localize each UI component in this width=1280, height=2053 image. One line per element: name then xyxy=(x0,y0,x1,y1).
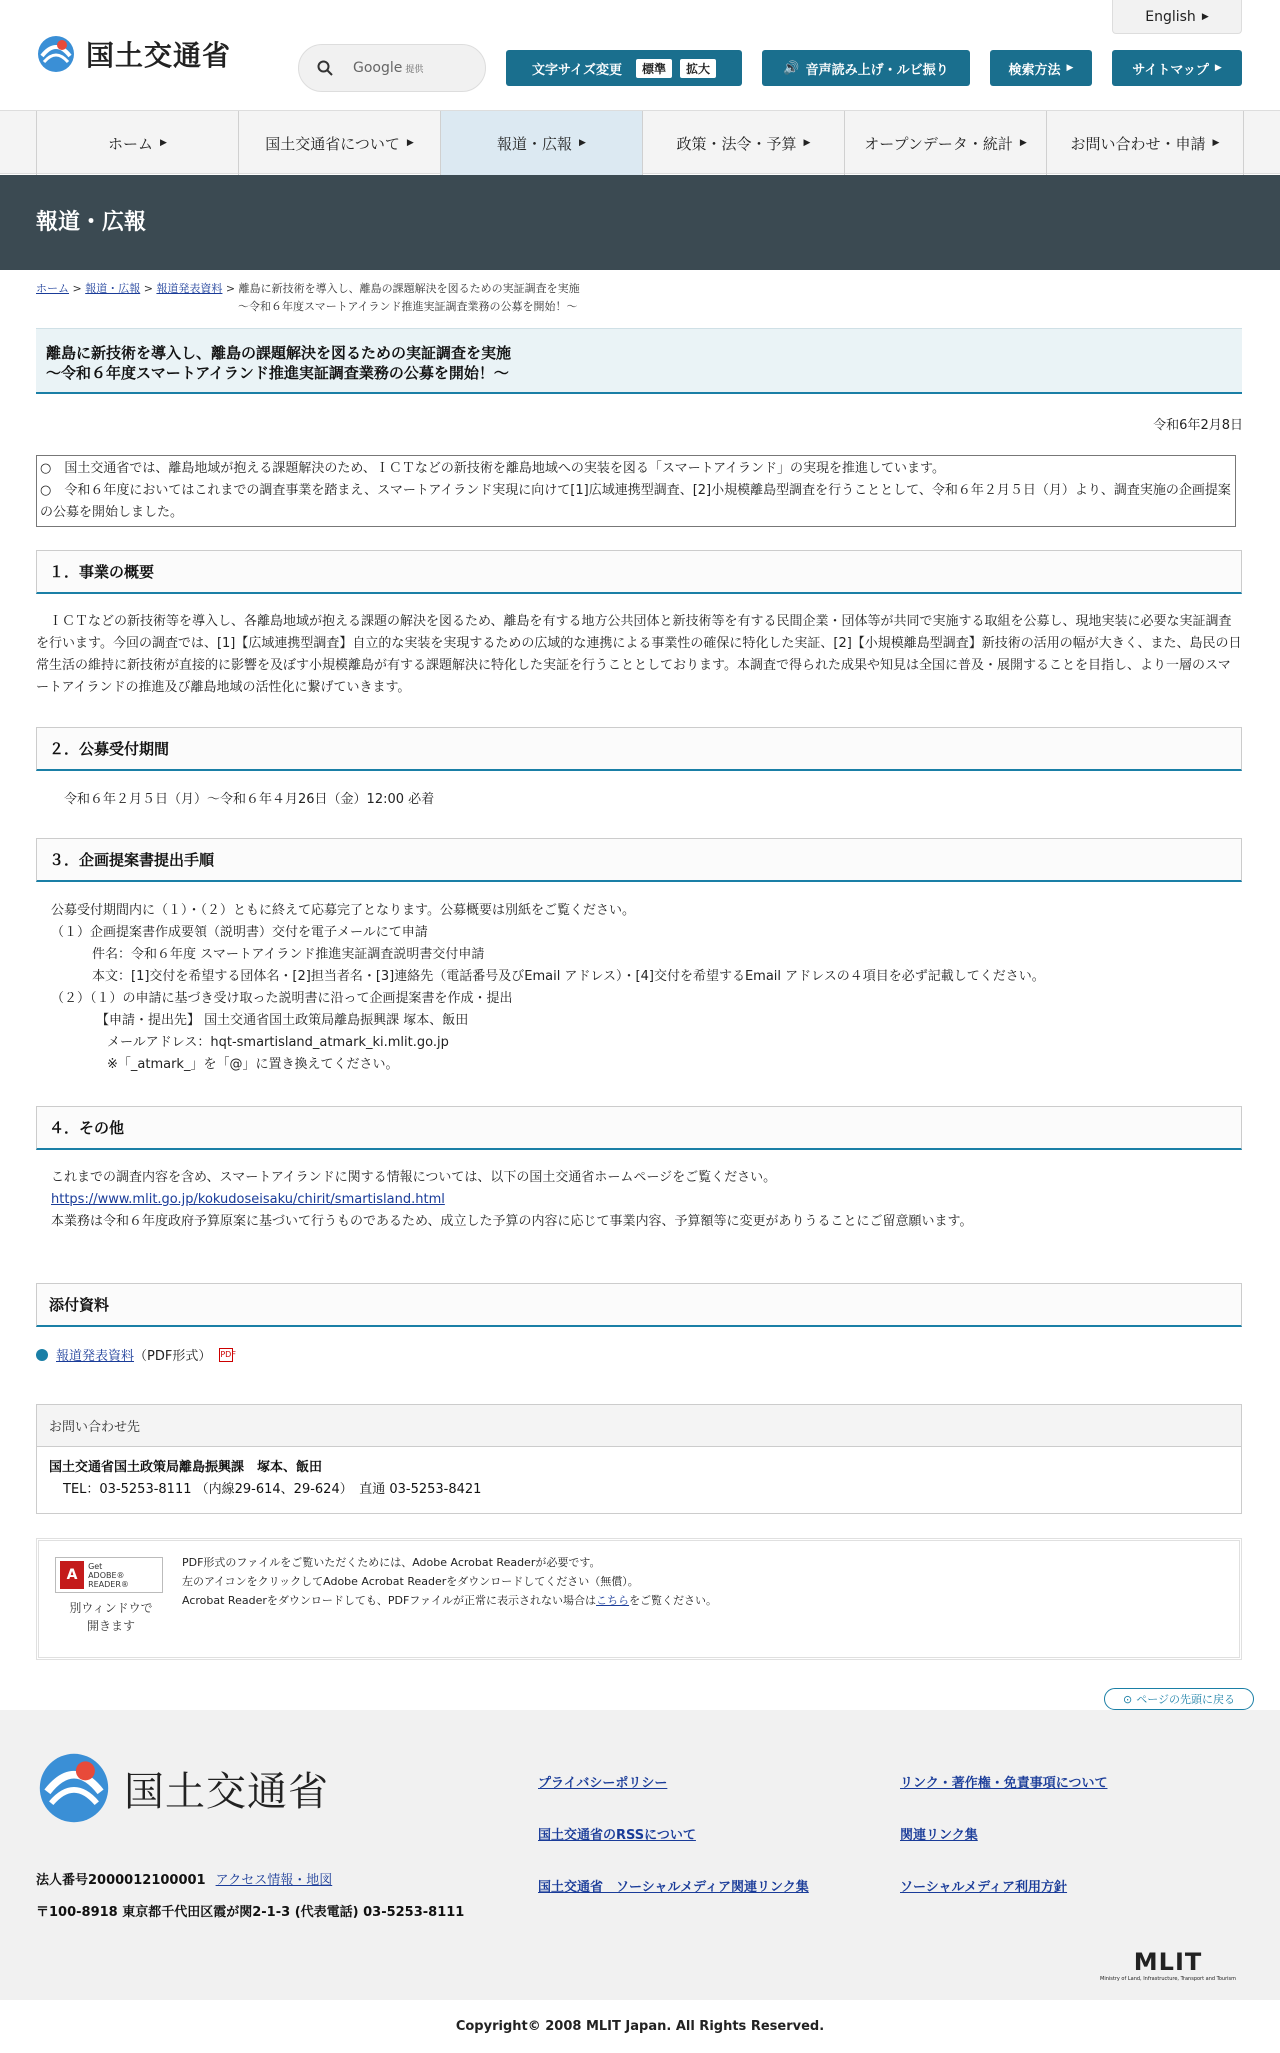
breadcrumb-current: 離島に新技術を導入し、離島の課題解決を図るための実証調査を実施 xyxy=(238,282,580,295)
press-release-pdf-link[interactable]: 報道発表資料 xyxy=(56,1349,135,1364)
page-top-label: ページの先頭に戻る xyxy=(1136,1693,1235,1706)
chevron-right-icon: ▶ xyxy=(1212,138,1220,148)
site-footer xyxy=(0,1710,1280,2000)
page-top-button[interactable] xyxy=(1104,1688,1254,1710)
press-title-line2: ～令和６年度スマートアイランド推進実証調査業務の公募を開始！～ xyxy=(46,364,509,382)
contact-org: 国土交通省国土政策局離島振興課 塚本、飯田 xyxy=(49,1460,323,1475)
nav-label: 政策・法令・予算 xyxy=(676,134,797,153)
footer-site-name: 国土交通省 xyxy=(124,1768,329,1815)
text-size-control xyxy=(506,50,742,86)
chevron-right-icon: ▶ xyxy=(1019,138,1027,148)
site-header xyxy=(0,0,1280,110)
nav-item-about[interactable] xyxy=(238,111,440,175)
section-heading: １．事業の概要 xyxy=(36,550,1242,594)
breadcrumb-releases[interactable]: 報道発表資料 xyxy=(156,282,223,295)
nav-label: 国土交通省について xyxy=(265,134,400,153)
summary-box xyxy=(36,455,1236,527)
page-title-band xyxy=(0,175,1280,270)
press-release-title xyxy=(36,328,1242,394)
summary-line: ○ 令和６年度においてはこれまでの調査事業を踏まえ、スマートアイランド実現に向けて[1]広域連携型調査、[2]小規模離島型調査を行うこととして、令和６年２月５日（月）より、調査実施の企画提案の公募を開始しました。 xyxy=(40,483,1231,520)
footer-link[interactable]: ソーシャルメディア利用方針 xyxy=(900,1880,1068,1895)
press-title-line1: 離島に新技術を導入し、離島の課題解決を図るための実証調査を実施 xyxy=(46,344,512,362)
search-method-button[interactable] xyxy=(990,50,1092,86)
mlit-wordmark: MLIT Ministry of Land, Infrastructure, Transport and Tourism xyxy=(1100,1948,1237,1982)
section-heading: ４．その他 xyxy=(36,1106,1242,1150)
step-line: 本文：[1]交付を希望する団体名・[2]担当者名・[3]連絡先（電話番号及びEmail アドレス）・[4]交付を希望するEmail アドレスの４項目を必ず記載してください。 xyxy=(92,969,1045,984)
contact-heading: お問い合わせ先 xyxy=(37,1405,1241,1447)
adobe-reader-notice xyxy=(36,1538,1242,1660)
smartisland-link[interactable]: https://www.mlit.go.jp/kokudoseisaku/chirit/smartisland.html xyxy=(51,1192,445,1207)
page-title: 報道・広報 xyxy=(36,210,147,235)
access-link[interactable]: アクセス情報・地図 xyxy=(215,1873,333,1888)
email-line: メールアドレス：hqt-smartisland_atmark_ki.mlit.go.jp xyxy=(107,1035,449,1050)
step-line: 件名：令和６年度 スマートアイランド推進実証調査説明書交付申請 xyxy=(92,947,485,962)
reader-line: 左のアイコンをクリックしてAdobe Acrobat Readerをダウンロードしてください（無償）。 xyxy=(182,1575,639,1588)
step-line: （１）企画提案書作成要領（説明書）交付を電子メールにて申請 xyxy=(51,925,428,940)
arrow-up-icon: ⊙ xyxy=(1123,1692,1133,1706)
chevron-right-icon: ▶ xyxy=(160,138,167,148)
badge-text: Get ADOBE® READER® xyxy=(88,1561,129,1589)
text-size-large-button[interactable]: 拡大 xyxy=(680,59,716,78)
english-label: English xyxy=(1145,8,1196,25)
bullet-icon xyxy=(36,1349,48,1361)
section-body: ＩＣＴなどの新技術等を導入し、各離島地域が抱える課題の解決を図るため、離島を有する地方公共団体と新技術等を有する民間企業・団体等が共同で実施する取組を公募し、現地実装に必要な実証調査を行います。今回の調査では、[1]【広域連携型調査】自立的な実装を実現するための広域的な連携による事業性の確保に特化した実証、[2]【小規模離島型調査】新技術の活用の幅が大きく、また、島民の日常生活の維持に新技術が直接的に影響を及ぼす小規模離島が有する課題解決に特化した実証を行うこととしております。本調査で得られた成果や知見は全国に普及・展開することを目指し、より一層のスマートアイランドの推進及び離島地域の活性化に繋げていきます。 xyxy=(36,614,1242,695)
chevron-right-icon: ▶ xyxy=(1214,63,1222,73)
section-body xyxy=(36,1167,1242,1233)
speech-ruby-button[interactable] xyxy=(762,50,970,86)
pdf-icon: PDF xyxy=(219,1348,233,1362)
breadcrumb-current-sub: ～令和６年度スマートアイランド推進実証調査業務の公募を開始！～ xyxy=(238,300,578,313)
reader-line: Acrobat Readerをダウンロードしても、PDFファイルが正常に表示されない場合はこちらをご覧ください。 xyxy=(182,1594,718,1607)
chevron-right-icon: ▶ xyxy=(579,138,586,148)
attachments-heading: 添付資料 xyxy=(36,1283,1242,1327)
attachment-format: （PDF形式） xyxy=(134,1349,212,1364)
footer-logo[interactable] xyxy=(36,1750,329,1826)
nav-label: お問い合わせ・申請 xyxy=(1070,134,1206,153)
contact-box xyxy=(36,1404,1242,1514)
chevron-right-icon: ▶ xyxy=(1201,11,1209,22)
breadcrumb-press[interactable]: 報道・広報 xyxy=(85,282,141,295)
section-heading: ２．公募受付期間 xyxy=(36,727,1242,771)
nav-item-policy[interactable] xyxy=(642,111,844,175)
new-window-note: 別ウィンドウで 開きます xyxy=(69,1601,153,1633)
site-name: 国土交通省 xyxy=(86,39,232,72)
speech-label: 音声読み上げ・ルビ振り xyxy=(805,62,949,78)
search-placeholder: Google 提供 xyxy=(353,60,424,76)
other-line: これまでの調査内容を含め、スマートアイランドに関する情報については、以下の国土交通省ホームページをご覧ください。 xyxy=(51,1170,777,1185)
footer-link[interactable]: プライバシーポリシー xyxy=(538,1776,668,1791)
breadcrumb: ホーム > 報道・広報 > 報道発表資料 > 離島に新技術を導入し、離島の課題解決を図るための実証調査を実施 ～令和６年度スマートアイランド推進実証調査業務の公募を開始！～ xyxy=(36,280,1246,316)
footer-link[interactable]: 国土交通省 ソーシャルメディア関連リンク集 xyxy=(538,1880,809,1895)
reader-text xyxy=(182,1553,717,1610)
footer-link[interactable]: 関連リンク集 xyxy=(900,1828,978,1843)
search-input[interactable] xyxy=(298,44,486,92)
nav-item-home[interactable] xyxy=(36,111,238,175)
site-logo[interactable] xyxy=(36,34,231,74)
mlit-logo-icon xyxy=(36,1750,112,1826)
sitemap-button[interactable] xyxy=(1112,50,1242,86)
contact-tel: TEL：03-5253-8111 （内線29-614、29-624） 直通 03-5253-8421 xyxy=(63,1482,482,1497)
release-date: 令和6年2月8日 xyxy=(1153,418,1243,433)
nav-item-opendata[interactable] xyxy=(844,111,1046,175)
nav-label: ホーム xyxy=(108,134,154,153)
search-icon[interactable] xyxy=(317,60,333,76)
nav-item-press[interactable] xyxy=(440,111,642,175)
footer-info xyxy=(36,1865,464,1929)
reader-line: PDF形式のファイルをご覧いただくためには、Adobe Acrobat Readerが必要です。 xyxy=(182,1556,601,1569)
breadcrumb-home[interactable]: ホーム xyxy=(36,282,69,295)
global-nav xyxy=(0,110,1280,174)
footer-address: 〒100-8918 東京都千代田区霞が関2-1-3 (代表電話) 03-5253-8111 xyxy=(36,1905,465,1920)
chevron-right-icon: ▶ xyxy=(1066,63,1074,73)
footer-link[interactable]: 国土交通省のRSSについて xyxy=(538,1828,696,1843)
section-body xyxy=(36,900,1242,1076)
nav-item-contact[interactable] xyxy=(1046,111,1244,175)
mlit-logo-icon xyxy=(36,34,76,74)
corporate-number: 法人番号2000012100001 xyxy=(36,1873,206,1888)
step-line: （２）（１）の申請に基づき受け取った説明書に沿って企画提案書を作成・提出 xyxy=(51,991,513,1006)
section-body: 令和６年２月５日（月）～令和６年４月26日（金）12:00 必着 xyxy=(64,792,435,807)
step-line: 公募受付期間内に（１）・（２）ともに終えて応募完了となります。公募概要は別紙をご覧ください。 xyxy=(51,903,635,918)
reader-help-link[interactable]: こちら xyxy=(596,1594,630,1607)
step-line: 【申請・提出先】 国土交通省国土政策局離島振興課 塚本、飯田 xyxy=(96,1013,469,1028)
nav-label: 報道・広報 xyxy=(497,134,573,153)
sitemap-label: サイトマップ xyxy=(1132,62,1209,78)
adobe-reader-icon[interactable] xyxy=(55,1557,163,1593)
footer-link[interactable]: リンク・著作権・免責事項について xyxy=(900,1776,1108,1791)
search-method-label: 検索方法 xyxy=(1008,62,1061,78)
section-heading: ３．企画提案書提出手順 xyxy=(36,838,1242,882)
acrobat-logo-icon: A xyxy=(60,1561,84,1589)
copyright: Copyright© 2008 MLIT Japan. All Rights Reserved. xyxy=(0,2000,1280,2053)
chevron-right-icon: ▶ xyxy=(406,138,414,148)
step-line: ※「_atmark_」を「@」に置き換えてください。 xyxy=(107,1057,399,1072)
attachment-item xyxy=(36,1345,236,1364)
text-size-label: 文字サイズ変更 xyxy=(532,62,622,78)
text-size-normal-button[interactable]: 標準 xyxy=(636,59,672,78)
nav-label: オープンデータ・統計 xyxy=(864,134,1013,153)
chevron-right-icon: ▶ xyxy=(803,138,811,148)
contact-body xyxy=(37,1447,1241,1513)
english-button[interactable] xyxy=(1112,0,1242,34)
speaker-icon: 🔊 xyxy=(783,60,800,76)
other-line: 本業務は令和６年度政府予算原案に基づいて行うものであるため、成立した予算の内容に応じて事業内容、予算額等に変更がありうることにご留意願います。 xyxy=(51,1214,973,1229)
summary-line: ○ 国土交通省では、離島地域が抱える課題解決のため、ＩＣＴなどの新技術を離島地域への実装を図る「スマートアイランド」の実現を推進しています。 xyxy=(40,461,945,476)
